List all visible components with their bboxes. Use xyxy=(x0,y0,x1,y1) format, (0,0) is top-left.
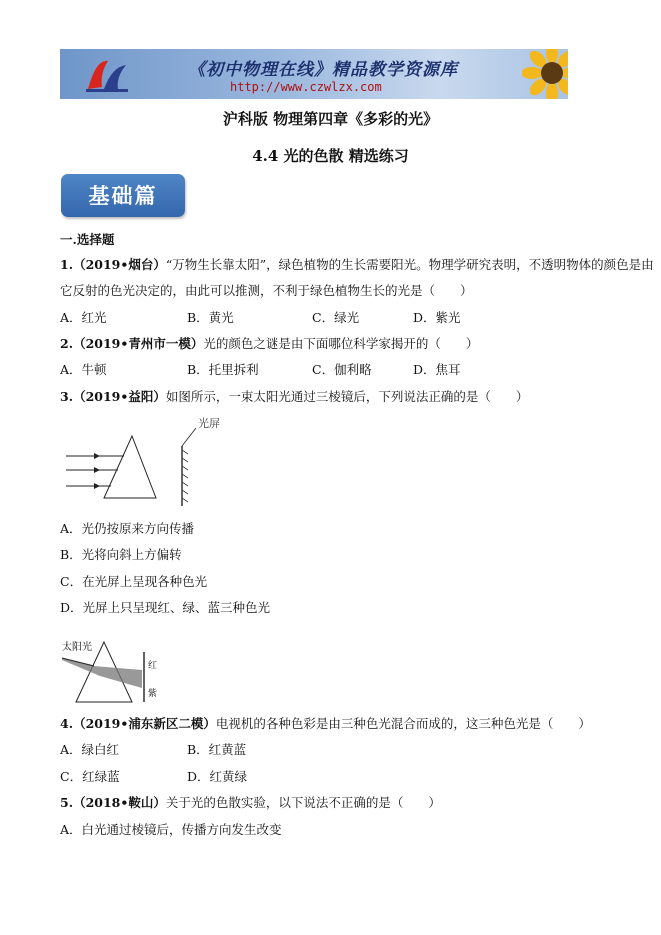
question-source: （2019•浦东新区二模） xyxy=(73,716,216,731)
ray-arrow xyxy=(94,483,100,489)
question-source: （2018•鞍山） xyxy=(73,795,166,810)
q3-option-a: A．光仍按原来方向传播 xyxy=(60,521,195,536)
banner-title: 《初中物理在线》精品教学资源库 xyxy=(188,60,458,80)
question-text: “万物生长靠太阳”，绿色植物的生长需要阳光。物理学研究表明，不透明物体的颜色是由 xyxy=(165,257,654,272)
section-badge: 基础篇 xyxy=(61,174,185,217)
q5-option-a: A．白光通过棱镜后，传播方向发生改变 xyxy=(60,822,282,837)
question-text: 如图所示，一束太阳光通过三棱镜后，下列说法正确的是（ ） xyxy=(165,389,529,404)
question-4 xyxy=(60,716,591,732)
question-number: 2. xyxy=(60,336,74,351)
violet-label: 紫 xyxy=(148,689,158,699)
question-source: （2019•烟台） xyxy=(73,257,166,272)
q3-option-c: C．在光屏上呈现各种色光 xyxy=(60,574,208,589)
question-number: 3. xyxy=(60,389,74,404)
screen-pointer xyxy=(182,428,196,446)
document-subtitle: 4.4 光的色散 精选练习 xyxy=(252,147,409,165)
question-1 xyxy=(60,257,654,273)
question-source: （2019•益阳） xyxy=(73,389,166,404)
question-5 xyxy=(60,795,441,811)
red-label: 红 xyxy=(148,661,158,671)
logo-icon xyxy=(82,53,132,95)
q1-option-b: B．黄光 xyxy=(187,310,234,325)
screen-label: 光屏 xyxy=(198,417,220,430)
q2-option-d: D．焦耳 xyxy=(413,362,461,377)
question-number: 1. xyxy=(60,257,74,272)
header-banner xyxy=(60,49,568,99)
question-source: （2019•青州市一模） xyxy=(73,336,204,351)
document-title: 沪科版 物理第四章《多彩的光》 xyxy=(222,110,439,128)
q2-option-c: C．伽利略 xyxy=(312,362,372,377)
question-text: 电视机的各种色彩是由三种色光混合而成的，这三种色光是（ ） xyxy=(215,716,591,731)
question-text: 关于光的色散实验，以下说法不正确的是（ ） xyxy=(165,795,441,810)
light-beam xyxy=(62,658,142,688)
q1-option-a: A．红光 xyxy=(60,310,107,325)
q4-option-c: C．红绿蓝 xyxy=(60,769,120,784)
question-2 xyxy=(60,336,478,352)
q4-option-a: A．绿白红 xyxy=(60,742,120,757)
ray-arrow xyxy=(94,453,100,459)
q4-option-b: B．红黄蓝 xyxy=(187,742,247,757)
banner-url: http://www.czwlzx.com xyxy=(230,80,382,94)
question-1-line2: 它反射的色光决定的，由此可以推测，不利于绿色植物生长的光是（ ） xyxy=(60,283,473,298)
q1-option-c: C．绿光 xyxy=(312,310,360,325)
question-number: 5. xyxy=(60,795,74,810)
q1-option-d: D．紫光 xyxy=(413,310,461,325)
q4-option-d: D．红黄绿 xyxy=(187,769,248,784)
question-text: 光的颜色之谜是由下面哪位科学家揭开的（ ） xyxy=(203,336,479,351)
sunflower-icon xyxy=(522,49,568,99)
q2-option-b: B．托里拆利 xyxy=(187,362,259,377)
sunlight-label: 太阳光 xyxy=(62,642,92,653)
prism xyxy=(104,436,156,498)
ray-arrow xyxy=(94,467,100,473)
q3-option-d: D．光屏上只呈现红、绿、蓝三种色光 xyxy=(60,600,271,615)
q2-option-a: A．牛顿 xyxy=(60,362,107,377)
section-heading: 一.选择题 xyxy=(60,232,115,247)
question-3 xyxy=(60,389,528,405)
question-number: 4. xyxy=(60,716,74,731)
q3-option-b: B．光将向斜上方偏转 xyxy=(60,547,182,562)
